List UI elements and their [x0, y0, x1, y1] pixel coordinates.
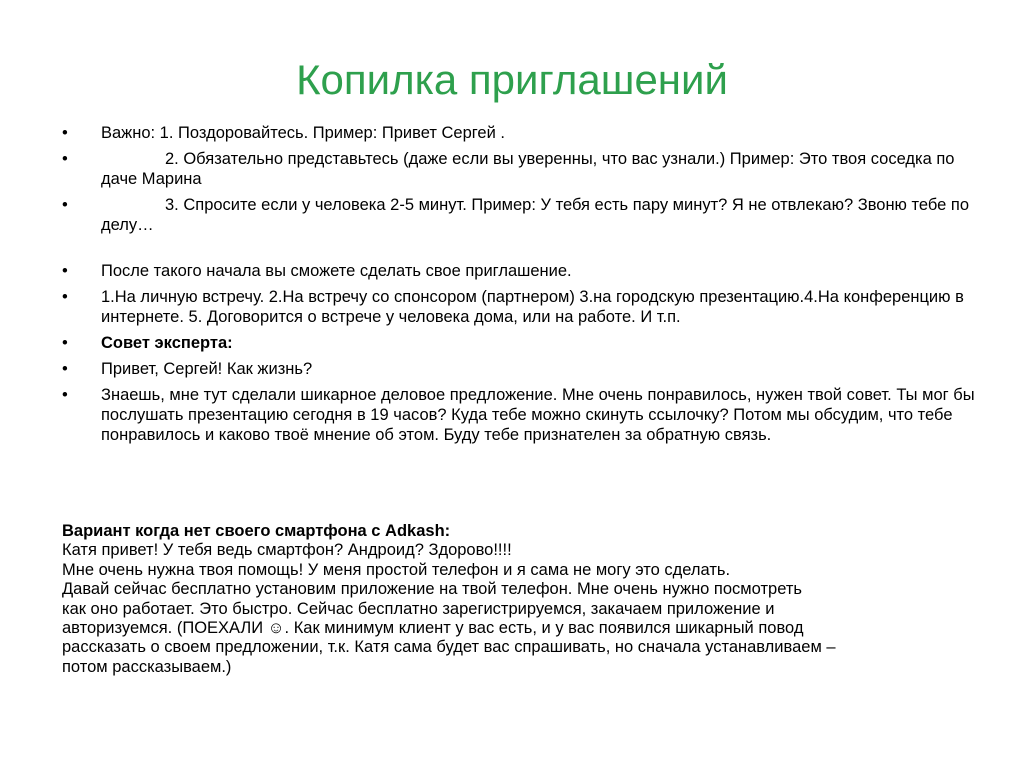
bullet-item-hello [62, 359, 982, 379]
bullet-icon: • [62, 334, 68, 352]
bullet-text: Важно: 1. Поздоровайтесь. Пример: Привет Сергей . [101, 124, 505, 142]
bullet-text: Знаешь, мне тут сделали шикарное деловое предложение. Мне очень понравилось, нужен твой совет. Ты мог бы послушать презентацию сегодня в 19 часов? Куда тебе можно скинуть ссылочку? Потом мы обсудим, что тебе понравилось и каково твоё мнение об этом. Буду тебе признателен за обратную связь. [101, 386, 975, 444]
variant-line: Катя привет! У тебя ведь смартфон? Андроид? Здорово!!!! [62, 541, 512, 560]
bullet-item-greeting [62, 123, 982, 143]
bullet-text: 2. Обязательно представьтесь (даже если вы уверенны, что вас узнали.) Пример: Это твоя соседка по даче Марина [101, 150, 955, 188]
bullet-item-introduce [62, 149, 982, 189]
variant-line: Мне очень нужна твоя помощь! У меня простой телефон и я сама не могу это сделать. [62, 560, 731, 579]
bullet-icon: • [62, 124, 68, 142]
variant-line: как оно работает. Это быстро. Сейчас бесплатно зарегистрируемся, закачаем приложение и [62, 599, 775, 618]
variant-block [62, 522, 982, 677]
bullet-item-ask-time [62, 195, 982, 235]
bullet-text: Привет, Сергей! Как жизнь? [101, 360, 313, 378]
variant-line: рассказать о своем предложении, т.к. Катя сама будет вас спрашивать, но сначала устанавливаем – [62, 638, 836, 657]
bullet-item-meeting-types [62, 287, 982, 327]
bullet-item-offer [62, 385, 982, 445]
bullet-list [62, 123, 982, 451]
bullet-text: 1.На личную встречу. 2.На встречу со спонсором (партнером) 3.на городскую презентацию.4.На конференцию в интернете. 5. Договорится о встрече у человека дома, или на работе. И т.п. [101, 288, 964, 326]
slide-title: Копилка приглашений [296, 56, 728, 103]
bullet-text: После такого начала вы сможете сделать свое приглашение. [101, 262, 572, 280]
bullet-text: Совет эксперта: [101, 334, 233, 352]
variant-line: авторизуемся. (ПОЕХАЛИ ☺. Как минимум клиент у вас есть, и у вас появился шикарный повод [62, 619, 804, 638]
bullet-icon: • [62, 360, 68, 378]
bullet-icon: • [62, 386, 68, 404]
variant-line: потом рассказываем.) [62, 657, 232, 676]
bullet-icon: • [62, 288, 68, 306]
bullet-icon: • [62, 196, 68, 214]
bullet-item-expert-advice [62, 333, 982, 353]
bullet-icon: • [62, 150, 68, 168]
variant-line: Давай сейчас бесплатно установим приложение на твой телефон. Мне очень нужно посмотреть [62, 580, 802, 599]
bullet-text: 3. Спросите если у человека 2-5 минут. Пример: У тебя есть пару минут? Я не отвлекаю? Звоню тебе по делу… [101, 196, 970, 234]
bullet-item-after-start [62, 261, 982, 281]
bullet-icon: • [62, 262, 68, 280]
variant-heading: Вариант когда нет своего смартфона с Adkash: [62, 522, 451, 540]
